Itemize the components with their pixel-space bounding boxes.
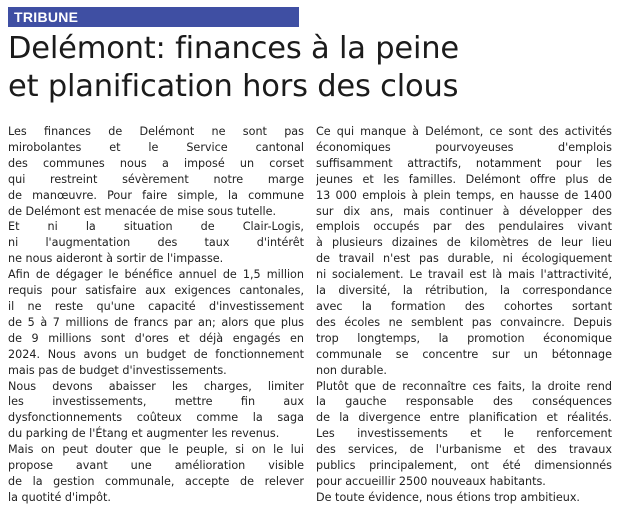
text-line: 2024. Nous avons un budget de fonctionnement [8, 347, 304, 361]
text-line: trop longtemps, la promotion économique [316, 331, 612, 345]
text-line: de la divergence entre planification et réalités. [316, 411, 612, 425]
text-line: avec la formation des cohortes sortant [316, 299, 612, 313]
text-line: publics principalement, ont été dimensionnés [316, 459, 612, 473]
text-line: mais pas de budget d'investissements. [8, 363, 227, 377]
text-line: ni socialement. Le travail est là mais l'attractivité, [316, 268, 612, 282]
text-line: qui restreint sévèrement notre marge [8, 172, 304, 186]
article-column-left [8, 124, 304, 506]
text-line: la gauche responsable des conséquences [316, 395, 612, 409]
text-line: du parking de l'Étang et augmenter les revenus. [8, 427, 280, 441]
text-line: jeunes et les familles. Delémont offre plus de [316, 172, 612, 186]
section-kicker: TRIBUNE [8, 7, 299, 27]
text-line: il ne reste qu'une capacité d'investissement [8, 299, 304, 313]
text-line: la diversité, la rétribution, la correspondance [316, 284, 612, 298]
text-line: propose avant une amélioration visible [8, 459, 304, 473]
text-line: requis pour satisfaire aux exigences cantonales, [8, 284, 304, 298]
text-line: De toute évidence, nous étions trop ambitieux. [316, 490, 580, 504]
text-line: de travail n'est pas durable, ni écologiquement [316, 252, 612, 266]
text-line: à plusieurs dizaines de kilomètres de leur lieu [316, 236, 612, 250]
text-line: ni l'augmentation des taux d'intérêt [8, 236, 304, 250]
text-line: ne nous aideront à sortir de l'impasse. [8, 252, 224, 266]
text-line: de manœuvre. Pour faire simple, la commune [8, 188, 304, 202]
headline-line-2: et planification hors des clous [8, 69, 459, 104]
text-line: des communes nous a imposé un corset [8, 156, 304, 170]
text-line: dysfonctionnements coûteux comme la saga [8, 411, 304, 425]
article-headline [8, 30, 613, 106]
text-line: Afin de dégager le bénéfice annuel de 1,5 million [8, 268, 304, 282]
text-line: Et ni la situation de Clair-Logis, [8, 220, 304, 234]
text-line: communale se concentre sur un bétonnage [316, 347, 612, 361]
text-line: de la gestion communale, accepte de relever [8, 474, 304, 488]
text-line: économiques pourvoyeuses d'emplois [316, 140, 612, 154]
text-line: les investissements, mettre fin aux [8, 395, 304, 409]
text-line: des écoles ne semblent pas convaincre. Depuis [316, 315, 612, 329]
text-line: Nous devons abaisser les charges, limiter [8, 379, 304, 393]
text-line: la quotité d'impôt. [8, 490, 111, 504]
text-line: emplois occupés par des pendulaires vivant [316, 220, 612, 234]
text-line: sur dix ans, mais continuer à développer des [316, 204, 612, 218]
headline-line-1: Delémont: finances à la peine [8, 31, 459, 66]
article-column-right [316, 124, 612, 506]
text-line: Mais on peut douter que le peuple, si on le lui [8, 443, 304, 457]
text-line: Les investissements et le renforcement [316, 427, 612, 441]
text-line: Plutôt que de reconnaître ces faits, la droite rend [316, 379, 612, 393]
text-line: suffisamment attractifs, notamment pour les [316, 156, 612, 170]
text-line: de Delémont est menacée de mise sous tutelle. [8, 204, 277, 218]
text-line: de 5 à 7 millions de francs par an; alors que plus [8, 315, 304, 329]
text-line: 13 000 emplois à plein temps, en hausse de 1400 [316, 188, 612, 202]
text-line: de 9 millions sont d'ores et déjà engagés en [8, 331, 304, 345]
text-line: Ce qui manque à Delémont, ce sont des activités [316, 125, 612, 138]
text-line: mirobolantes et le Service cantonal [8, 140, 304, 154]
text-line: des services, de l'urbanisme et des travaux [316, 443, 612, 457]
text-line: non durable. [316, 363, 387, 377]
text-line: pour accueillir 2500 nouveaux habitants. [316, 474, 546, 488]
text-line: Les finances de Delémont ne sont pas [8, 125, 304, 138]
